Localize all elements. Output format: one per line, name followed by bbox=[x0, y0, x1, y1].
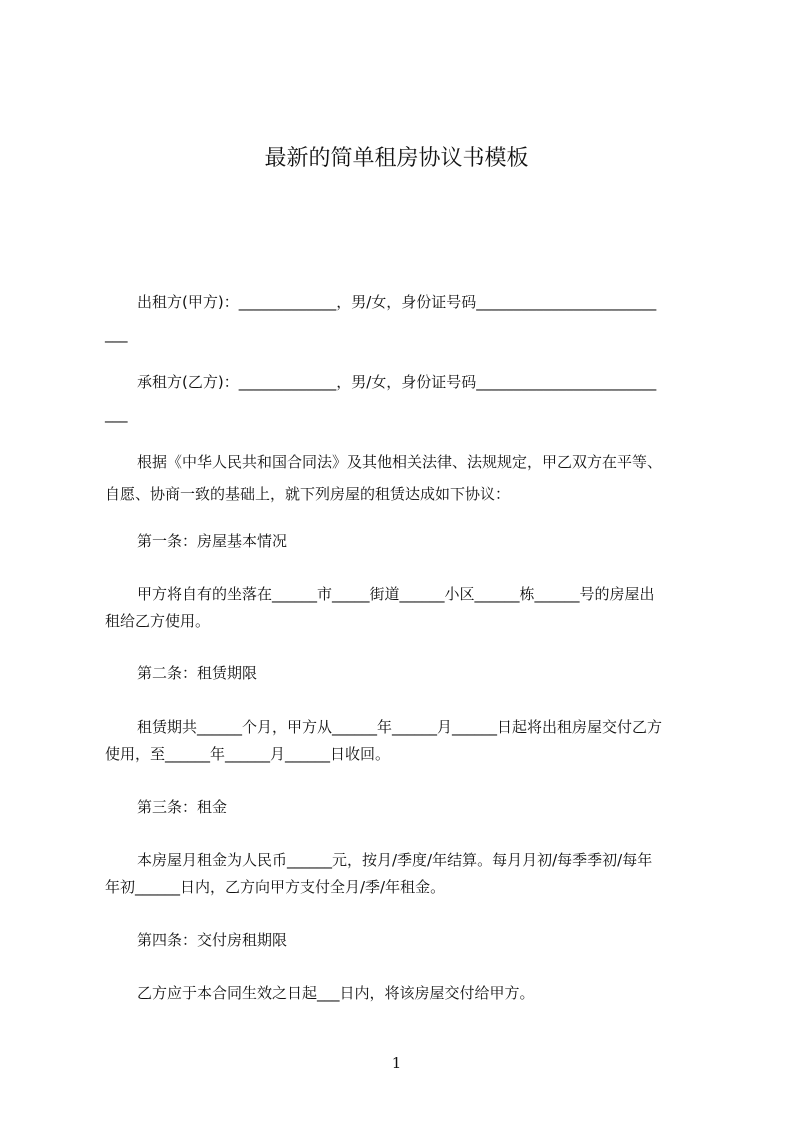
lessor-line: 出租方(甲方)：_____________，男/女，身份证号码________________________ bbox=[137, 293, 657, 311]
document-title: 最新的简单租房协议书模板 bbox=[264, 146, 529, 171]
article-1-line-1: 甲方将自有的坐落在______市_____街道______小区______栋______号的房屋出 bbox=[137, 585, 655, 603]
lessee-line: 承租方(乙方)：_____________，男/女，身份证号码________________________ bbox=[137, 373, 657, 391]
article-1-heading: 第一条：房屋基本情况 bbox=[137, 532, 288, 550]
article-4-line-1: 乙方应于本合同生效之日起___日内，将该房屋交付给甲方。 bbox=[137, 984, 535, 1002]
article-4-heading: 第四条：交付房租期限 bbox=[137, 931, 288, 949]
article-2-heading: 第二条：租赁期限 bbox=[137, 664, 258, 682]
lessor-line-continued: ___ bbox=[105, 325, 128, 343]
intro-paragraph-line-1: 根据《中华人民共和国合同法》及其他相关法律、法规规定，甲乙双方在平等、 bbox=[137, 453, 663, 471]
page-number: 1 bbox=[391, 1054, 402, 1072]
article-2-line-2: 使用，至______年______月______日收回。 bbox=[105, 745, 391, 763]
intro-paragraph-line-2: 自愿、协商一致的基础上，就下列房屋的租赁达成如下协议： bbox=[105, 485, 511, 503]
article-3-line-2: 年初______日内，乙方向甲方支付全月/季/年租金。 bbox=[105, 878, 446, 896]
article-3-heading: 第三条：租金 bbox=[137, 798, 228, 816]
lessee-line-continued: ___ bbox=[105, 405, 128, 423]
article-3-line-1: 本房屋月租金为人民币______元，按月/季度/年结算。每月月初/每季季初/每年 bbox=[137, 851, 653, 869]
article-1-line-2: 租给乙方使用。 bbox=[105, 612, 211, 630]
article-2-line-1: 租赁期共______个月，甲方从______年______月______日起将出租房屋交付乙方 bbox=[137, 718, 663, 736]
